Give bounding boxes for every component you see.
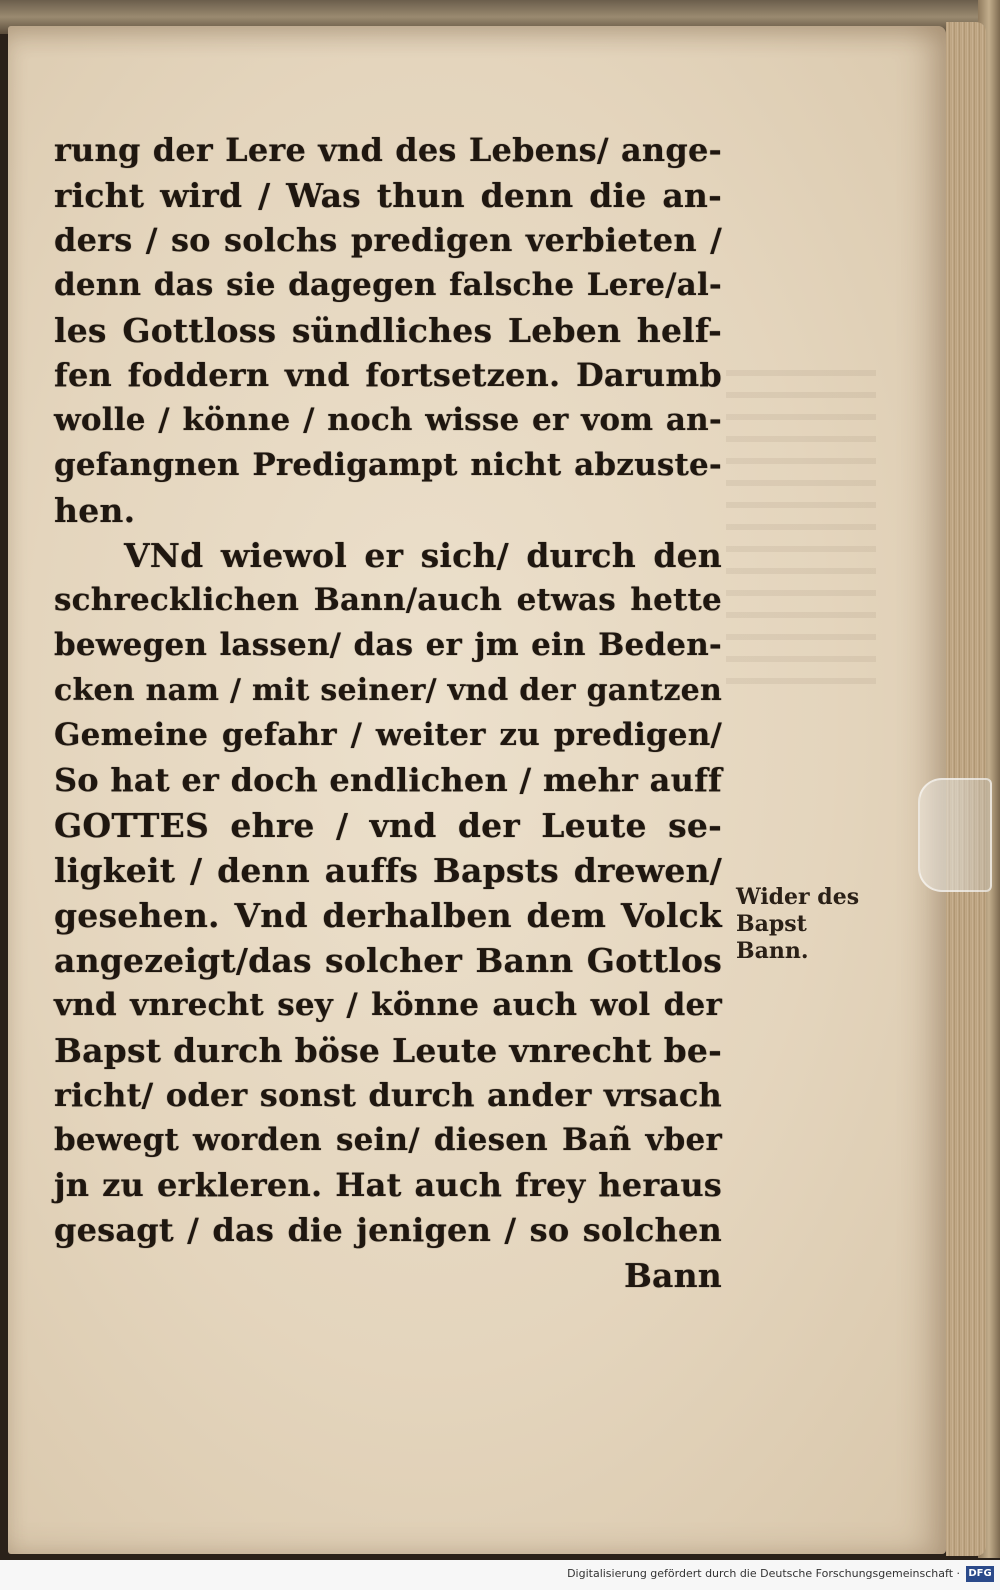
text-line: vnd vnrecht sey / könne auch wol der <box>54 987 722 1023</box>
text-line: ders / so solchs predigen verbieten / <box>54 221 722 259</box>
margin-note-line: Wider des <box>736 884 860 910</box>
text-line: GOTTES ehre / vnd der Leute se- <box>54 806 722 845</box>
margin-note-line: Bann. <box>736 938 809 964</box>
text-line: cken nam / mit seiner/ vnd der gantzen <box>54 673 722 708</box>
margin-note-line: Bapst <box>736 911 807 937</box>
text-line: richt/ oder sonst durch ander vrsach <box>54 1076 722 1114</box>
text-line: hen. <box>54 491 136 530</box>
text-line: Bapst durch böse Leute vnrecht be- <box>54 1031 722 1070</box>
page-clip <box>918 778 992 892</box>
text-line: bewegen lassen/ das er jm ein Beden- <box>54 627 722 663</box>
margin-note <box>736 884 876 965</box>
text-line: angezeigt/das solcher Bann Gottlos <box>54 941 722 980</box>
text-line: So hat er doch endlichen / mehr auff <box>54 761 722 799</box>
text-line: les Gottloss sündliches Leben helf- <box>54 311 722 350</box>
text-line: ligkeit / denn auffs Bapsts drewen/ <box>54 851 722 890</box>
text-line: wolle / könne / noch wisse er vom an- <box>54 402 722 438</box>
text-line: rung der Lere vnd des Lebens/ ange- <box>54 131 722 169</box>
funding-credit: Digitalisierung gefördert durch die Deutsche Forschungsgemeinschaft · <box>567 1567 960 1580</box>
text-line: jn zu erkleren. Hat auch frey heraus <box>54 1166 722 1204</box>
catchword: Bann <box>623 1256 722 1295</box>
text-line: denn das sie dagegen falsche Lere/al- <box>54 267 722 303</box>
text-line: gefangnen Predigampt nicht abzuste- <box>54 447 722 483</box>
text-line: gesagt / das die jenigen / so solchen <box>54 1211 722 1249</box>
text-line: gesehen. Vnd derhalben dem Volck <box>54 896 722 935</box>
text-line: fen foddern vnd fortsetzen. Darumb <box>54 356 722 394</box>
text-line: Gemeine gefahr / weiter zu predigen/ <box>54 717 722 753</box>
body-text <box>54 128 722 1298</box>
text-line: bewegt worden sein/ diesen Bañ vber <box>54 1122 722 1158</box>
dfg-logo: DFG <box>966 1566 994 1582</box>
text-line: schrecklichen Bann/auch etwas hette <box>54 582 722 618</box>
text-line: richt wird / Was thun denn die an- <box>54 176 722 215</box>
text-line-indented: VNd wiewol er sich/ durch den <box>124 536 722 575</box>
bleed-through-text <box>726 370 876 700</box>
